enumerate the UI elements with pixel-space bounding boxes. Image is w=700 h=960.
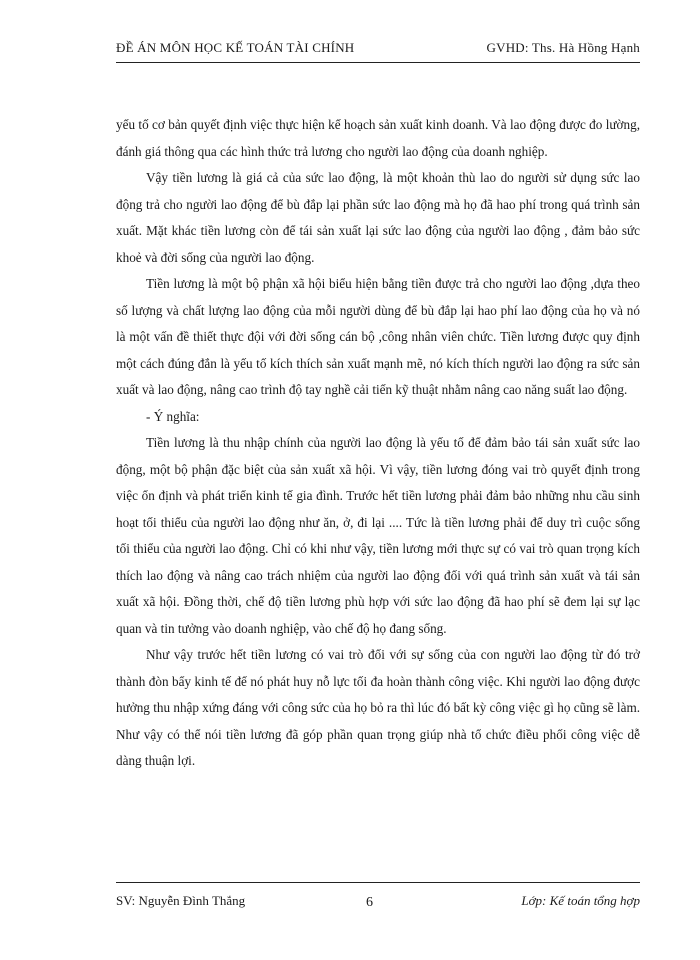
paragraph: Vậy tiền lương là giá cả của sức lao động, là một khoản thù lao do người sử dụng sức lao động trả cho người lao động để bù đắp lại phần sức lao động mà họ đã hao phí trong quá trình sản xuất. Mặt khác tiền lương còn để tái sản xuất lại sức lao động của người lao động , đảm bảo sức khoẻ và đời sống của người lao động. <box>116 170 640 265</box>
page-footer <box>116 893 640 913</box>
page-number: 6 <box>366 895 373 910</box>
page-header <box>116 40 640 60</box>
paragraph-continuation: yếu tố cơ bản quyết định việc thực hiện kế hoạch sản xuất kinh doanh. Và lao động được đo lường, đánh giá thông qua các hình thức trả lương cho người lao động của doanh nghiệp. <box>116 117 640 159</box>
paragraph: Tiền lương là thu nhập chính của người lao động là yếu tố để đảm bảo tái sản xuất sức lao động, một bộ phận đặc biệt của sản xuất xã hội. Vì vậy, tiền lương đóng vai trò quyết định trong việc ổn định và phát triển kinh tế gia đình. Trước hết tiền lương phải đảm bảo những nhu cầu sinh hoạt tối thiểu của người lao động như ăn, ở, đi lại .... Tức là tiền lương phải để duy trì cuộc sống tối thiểu của người lao động. Chỉ có khi như vậy, tiền lương mới thực sự có vai trò quan trọng kích thích lao động và nâng cao trách nhiệm của người lao động đối với quá trình sản xuất và tái sản xuất xã hội. Đồng thời, chế độ tiền lương phù hợp với sức lao động đã hao phí sẽ đem lại sự lạc quan và tin tưởng vào doanh nghiệp, vào chế độ họ đang sống. <box>116 435 640 636</box>
header-instructor: GVHD: Ths. Hà Hồng Hạnh <box>486 40 640 55</box>
footer-student: SV: Nguyễn Đình Thắng <box>116 893 246 908</box>
header-course-title: ĐỀ ÁN MÔN HỌC KẾ TOÁN TÀI CHÍNH <box>116 40 355 55</box>
footer-class: Lớp: Kế toán tổng hợp <box>521 893 640 908</box>
paragraph: Tiền lương là một bộ phận xã hội biểu hiện bằng tiền được trả cho người lao động ,dựa theo số lượng và chất lượng lao động của mỗi người dùng để bù đắp lại hao phí lao động của họ và nó là một vấn đề thiết thực đội với đời sống cán bộ ,công nhân viên chức. Tiền lương được quy định một cách đúng đắn là yếu tố kích thích sản xuất mạnh mẽ, nó kích thích người lao động ra sức sản xuất và lao động, nâng cao trình độ tay nghề cải tiến kỹ thuật nhằm nâng cao năng suất lao động. <box>116 276 640 397</box>
footer-divider <box>116 882 640 883</box>
header-divider <box>116 62 640 63</box>
section-label: - Ý nghĩa: <box>146 408 200 424</box>
paragraph: Như vậy trước hết tiền lương có vai trò đối với sự sống của con người lao động từ đó trở thành đòn bẩy kinh tế để nó phát huy nỗ lực tối đa hoàn thành công việc. Khi người lao động được hưởng thu nhập xứng đáng với công sức của họ bỏ ra thì lúc đó bất kỳ công việc gì họ cũng sẽ làm. Như vậy có thể nói tiền lương đã góp phần quan trọng giúp nhà tổ chức điều phối công việc dễ dàng thuận lợi. <box>116 647 640 768</box>
document-body <box>116 112 640 775</box>
